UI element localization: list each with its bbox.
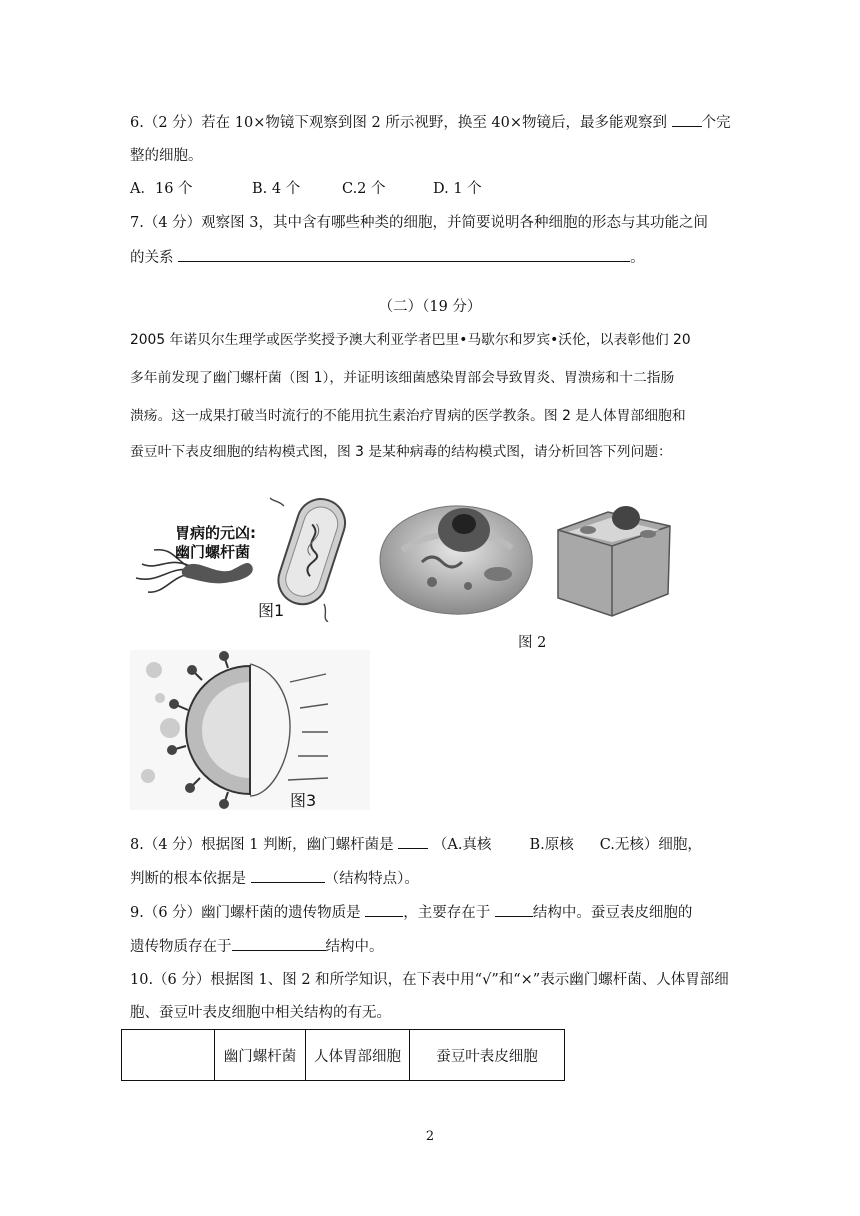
q8-text-2: 判断的根本依据是 <box>130 871 246 887</box>
q8-option-a: （A.真核 <box>432 837 492 853</box>
q6-line2: 整的细胞。 <box>130 148 203 164</box>
passage-line-3: 溃疡。这一成果打破当时流行的不能用抗生素治疗胃病的医学教条。图 2 是人体胃部细胞和 <box>130 408 686 424</box>
fig2-label: 图 2 <box>518 635 547 651</box>
structure-table <box>121 1029 565 1081</box>
table-header-broad-bean-cell: 蚕豆叶表皮细胞 <box>410 1030 565 1081</box>
fig3-label: 图3 <box>290 791 317 810</box>
virus-illustration <box>130 650 370 810</box>
q9-answer-blank-1[interactable] <box>365 902 403 917</box>
q9-answer-blank-2[interactable] <box>495 902 533 917</box>
q6-answer-blank[interactable] <box>672 112 702 127</box>
q9-text-mid: ，主要存在于 <box>403 905 491 921</box>
passage-line-2: 多年前发现了幽门螺杆菌（图 1），并证明该细菌感染胃部会导致胃炎、胃溃疡和十二指肠 <box>130 370 675 386</box>
q8-answer-blank-1[interactable] <box>398 834 428 849</box>
fig1-caption-1: 胃病的元凶: <box>175 524 256 542</box>
q9-text-2: 遗传物质存在于 <box>130 939 232 955</box>
q6-text: 6.（2 分）若在 10×物镜下观察到图 2 所示视野，换至 40×物镜后，最多能观察到 <box>130 115 668 131</box>
page-number: 2 <box>425 1129 435 1144</box>
fig1-caption-2: 幽门螺杆菌 <box>175 543 251 561</box>
table-header-row <box>122 1030 565 1081</box>
q6-option-a[interactable]: A．16 个 <box>130 181 193 197</box>
q6-line1 <box>130 112 731 133</box>
q6-options <box>130 179 482 199</box>
q6-text-post: 个完 <box>701 115 731 131</box>
q9-line1 <box>130 902 692 923</box>
q8-answer-blank-2[interactable] <box>251 868 325 883</box>
figure-2-plant-cell <box>548 490 678 620</box>
animal-cell-illustration <box>372 490 542 620</box>
q7-line1: 7.（4 分）观察图 3，其中含有哪些种类的细胞，并简要说明各种细胞的形态与其功能之间 <box>130 215 708 231</box>
q7-answer-blank[interactable] <box>178 247 630 262</box>
plant-cell-illustration <box>548 490 678 620</box>
q8-line1 <box>130 834 702 855</box>
table-header-empty <box>122 1030 215 1081</box>
q8-option-b: B.原核 <box>529 837 574 853</box>
q9-text-post: 结构中。蚕豆表皮细胞的 <box>532 905 693 921</box>
q7-text: 的关系 <box>130 250 174 266</box>
q6-option-b[interactable]: B. 4 个 <box>252 181 301 197</box>
q8-text: 8.（4 分）根据图 1 判断，幽门螺杆菌是 <box>130 837 394 853</box>
q9-line2 <box>130 936 384 957</box>
q7-text-post: 。 <box>630 250 645 266</box>
fig1-label: 图1 <box>258 601 285 620</box>
q6-option-c[interactable]: C.2 个 <box>342 181 386 197</box>
passage-line-4: 蚕豆叶下表皮细胞的结构模式图，图 3 是某种病毒的结构模式图，请分析回答下列问题： <box>130 444 672 460</box>
q9-text: 9.（6 分）幽门螺杆菌的遗传物质是 <box>130 905 361 921</box>
q6-option-d[interactable]: D. 1 个 <box>433 181 482 197</box>
table-header-stomach-cell: 人体胃部细胞 <box>306 1030 410 1081</box>
q8-text-3: （结构特点）。 <box>324 871 419 887</box>
q9-text-3: 结构中。 <box>325 939 384 955</box>
q10-line2: 胞、蚕豆叶表皮细胞中相关结构的有无。 <box>130 1005 391 1021</box>
figure-3-virus <box>130 650 370 810</box>
q9-answer-blank-3[interactable] <box>232 936 326 951</box>
q10-line1: 10.（6 分）根据图 1、图 2 和所学知识，在下表中用“√”和“×”表示幽门螺杆菌、人体胃部细 <box>130 972 729 988</box>
figure-2-animal-cell <box>372 490 542 620</box>
passage-line-1: 2005 年诺贝尔生理学或医学奖授予澳大利亚学者巴里•马歇尔和罗宾•沃伦，以表彰他们 20 <box>130 332 691 348</box>
figure-1-helicobacter <box>128 496 360 622</box>
q7-line2 <box>130 247 645 268</box>
section-title: （二）（19 分） <box>378 299 482 315</box>
q8-option-c: C.无核）细胞， <box>599 837 702 853</box>
q8-line2 <box>130 868 419 889</box>
table-header-helicobacter: 幽门螺杆菌 <box>215 1030 306 1081</box>
